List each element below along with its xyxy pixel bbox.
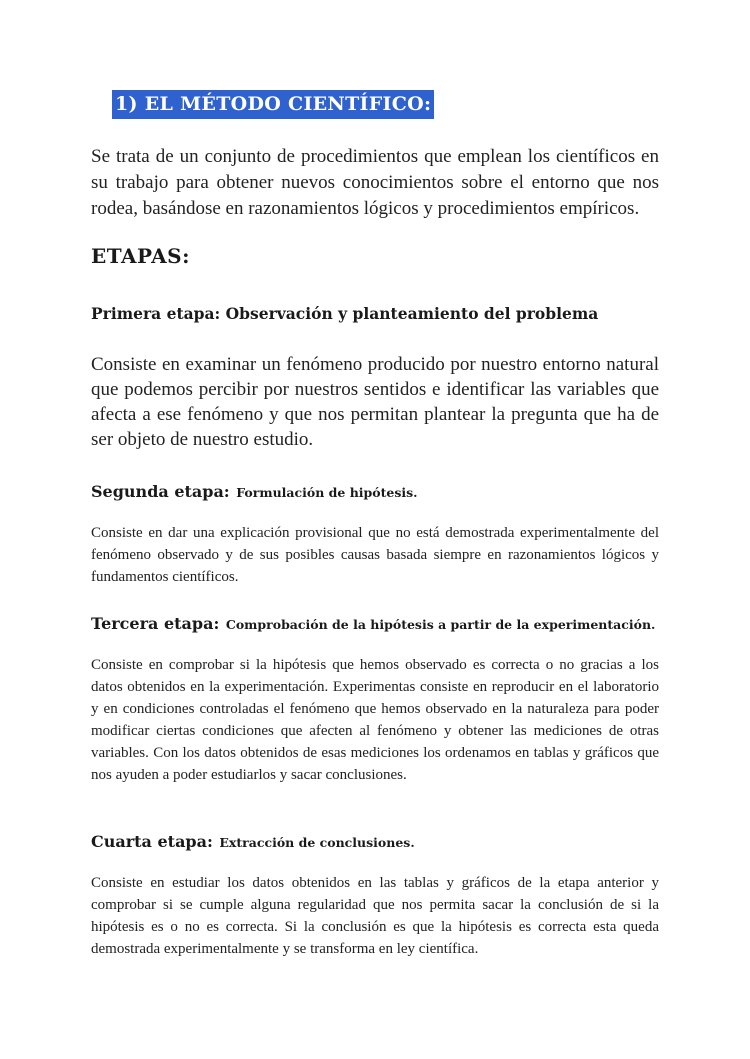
intro-paragraph: Se trata de un conjunto de procedimientos que emplean los científicos en su trabajo para obtener nuevos conocimientos sobre el entorno que nos rodea, basándose en razonamientos lógicos y procedimientos empíricos. [91, 146, 659, 219]
stage-4-heading-lead: Cuarta etapa: [91, 832, 213, 851]
stage-2-heading-rest: Formulación de hipótesis. [236, 485, 418, 500]
stage-3-body: Consiste en comprobar si la hipótesis que hemos observado es correcta o no gracias a los datos obtenidos en la experimentación. Experimentas consiste en reproducir en el laboratorio y en condiciones controladas el fenómeno que hemos observado en la naturaleza para poder modificar ciertas condiciones que afecten al fenómeno y obtener las mediciones de otras variables. Con los datos obtenidos de esas mediciones los ordenamos en tablas y gráficos que nos ayuden a poder estudiarlos y sacar conclusiones. [91, 657, 659, 783]
stage-1-body: Consiste en examinar un fenómeno producido por nuestro entorno natural que podemos percibir por nuestros sentidos e identificar las variables que afecta a ese fenómeno y que nos permitan plantear la pregunta que ha de ser objeto de nuestro estudio. [91, 354, 659, 450]
stage-2-body: Consiste en dar una explicación provisional que no está demostrada experimentalmente del fenómeno observado y de sus posibles causas basada siempre en razonamientos lógicos y fundamentos científicos. [91, 525, 659, 585]
stage-3-heading-rest: Comprobación de la hipótesis a partir de la experimentación. [225, 617, 656, 632]
stage-1-heading: Primera etapa: Observación y planteamiento del problema [91, 304, 599, 323]
stage-3-heading [91, 612, 655, 634]
stage-4-body: Consiste en estudiar los datos obtenidos en las tablas y gráficos de la etapa anterior y comprobar si se cumple alguna regularidad que nos permita sacar la conclusión de si la hipótesis es o no es correcta. Si la conclusión es que la hipótesis es correcta esta queda demostrada experimentalmente y se transforma en ley científica. [91, 875, 659, 957]
stage-4-heading [91, 830, 415, 852]
etapas-heading: ETAPAS: [91, 244, 190, 268]
stage-4-heading-rest: Extracción de conclusiones. [219, 835, 415, 850]
stage-3-heading-lead: Tercera etapa: [91, 614, 220, 633]
stage-2-heading-lead: Segunda etapa: [91, 482, 230, 501]
document-title: 1) EL MÉTODO CIENTÍFICO: [112, 90, 434, 119]
stage-2-heading [91, 480, 418, 502]
title-block [112, 90, 434, 119]
